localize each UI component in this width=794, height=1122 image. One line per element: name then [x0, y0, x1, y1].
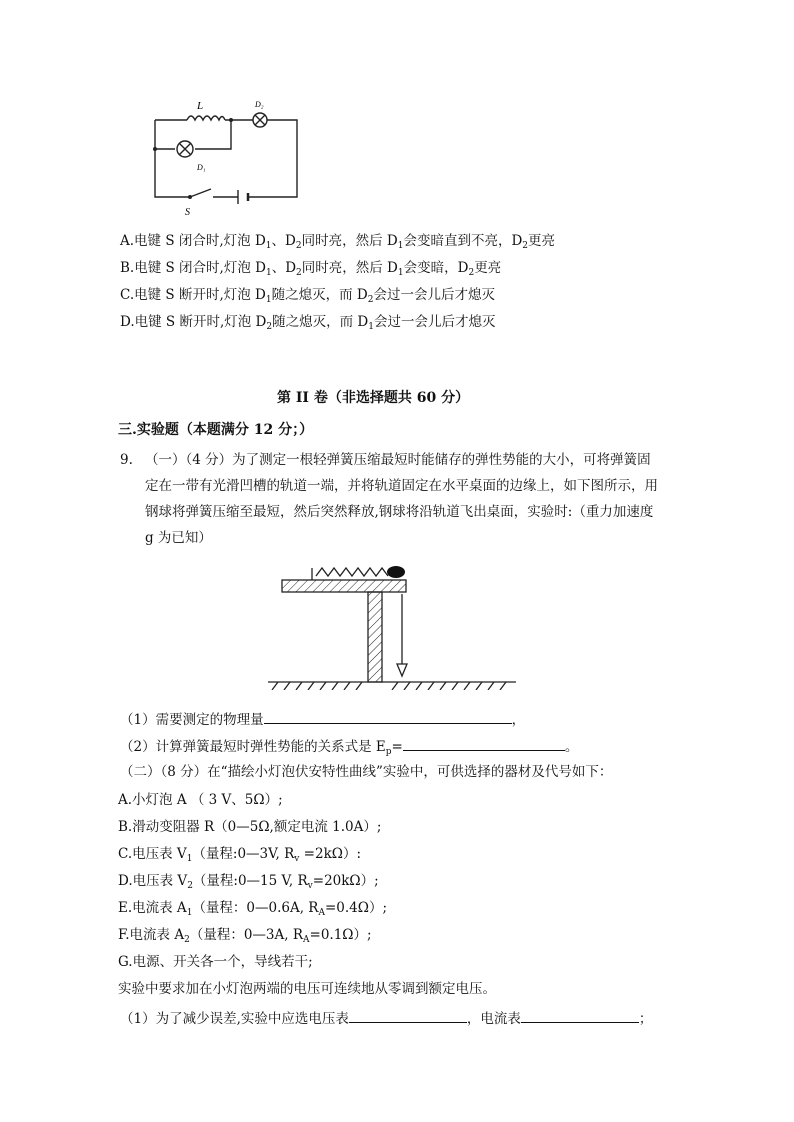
bulb2-label: D₂	[255, 100, 264, 109]
spring-apparatus-diagram	[268, 560, 518, 690]
q9-number: 9.	[120, 452, 133, 468]
q8-option-d: D.电键 S 断开时,灯泡 $D_2$随之熄灭，而 $D_1$会过一会儿后才熄灭	[120, 314, 496, 332]
section3-title: 三.实验题（本题满分 12 分；）	[118, 422, 314, 438]
answer-blank-2[interactable]	[403, 736, 565, 751]
requirement-text: 实验中要求加在小灯泡两端的电压可连续地从零调到额定电压。	[118, 981, 496, 997]
answer-blank-ammeter[interactable]	[521, 1008, 639, 1023]
switch-label: S	[185, 207, 190, 218]
equipment-d: D.电压表 $V_2$（量程:0—15 V, $R_v=20k\Omega$）;	[118, 873, 379, 891]
answer-blank-1[interactable]	[264, 709, 512, 724]
q8-option-b: B.电键 S 闭合时,灯泡 $D_1$、$D_2$同时亮，然后 $D_1$会变暗，$D_2$更亮	[120, 260, 502, 278]
equipment-e: E.电流表 $A_1$（量程：0—0.6A, $R_A=0.4\Omega$）;	[118, 900, 388, 918]
circuit-diagram	[145, 95, 305, 225]
q9-sub1: （1）需要测定的物理量 ，	[120, 709, 525, 729]
equipment-c: C.电压表 $V_1$（量程:0—3V, $R_v =2k\Omega$）:	[118, 846, 362, 864]
equipment-f: F.电流表 $A_2$（量程：0—3A, $R_A=0.1\Omega$）;	[118, 927, 372, 945]
q9-sub2: （2）计算弹簧最短时弹性势能的关系式是 $E_p=$ 。	[120, 736, 578, 756]
q9-part2-intro: （二）（8 分）在“描绘小灯泡伏安特性曲线”实验中，可供选择的器材及代号如下：	[120, 764, 613, 780]
inductor-label: L	[197, 100, 204, 112]
q8-option-c: C.电键 S 断开时,灯泡 $D_1$随之熄灭，而 $D_2$会过一会儿后才熄灭	[120, 287, 495, 305]
answer-blank-voltmeter[interactable]	[349, 1008, 467, 1023]
equipment-g: G.电源、开关各一个，导线若干;	[118, 954, 313, 970]
q9-intro-line-2: 定在一带有光滑凹槽的轨道一端，并将轨道固定在水平桌面的边缘上，如下图所示，用	[145, 478, 658, 494]
q8-option-a: A.电键 S 闭合时,灯泡 $D_1$、$D_2$同时亮，然后 $D_1$会变暗直到不亮，$D_2$更亮	[120, 233, 556, 251]
q9-intro-line-3: 钢球将弹簧压缩至最短，然后突然释放,钢球将沿轨道飞出桌面，实验时:（重力加速度	[145, 504, 654, 520]
q9-sub3: （1）为了减少误差,实验中应选电压表 ，电流表 ；	[120, 1008, 652, 1028]
section-title: 第 II 卷（非选择题共 60 分）	[277, 390, 470, 406]
q9-intro-line-4: g 为已知）	[145, 530, 212, 546]
equipment-b: B.滑动变阻器 R（0—5Ω,额定电流 1.0A）;	[118, 819, 382, 835]
bulb1-label: D₁	[197, 163, 206, 172]
equipment-a: A.小灯泡 A （ 3 V、5Ω）;	[118, 792, 283, 808]
q9-intro-line-1: （一）（4 分）为了测定一根轻弹簧压缩最短时能储存的弹性势能的大小，可将弹簧固	[145, 452, 651, 468]
